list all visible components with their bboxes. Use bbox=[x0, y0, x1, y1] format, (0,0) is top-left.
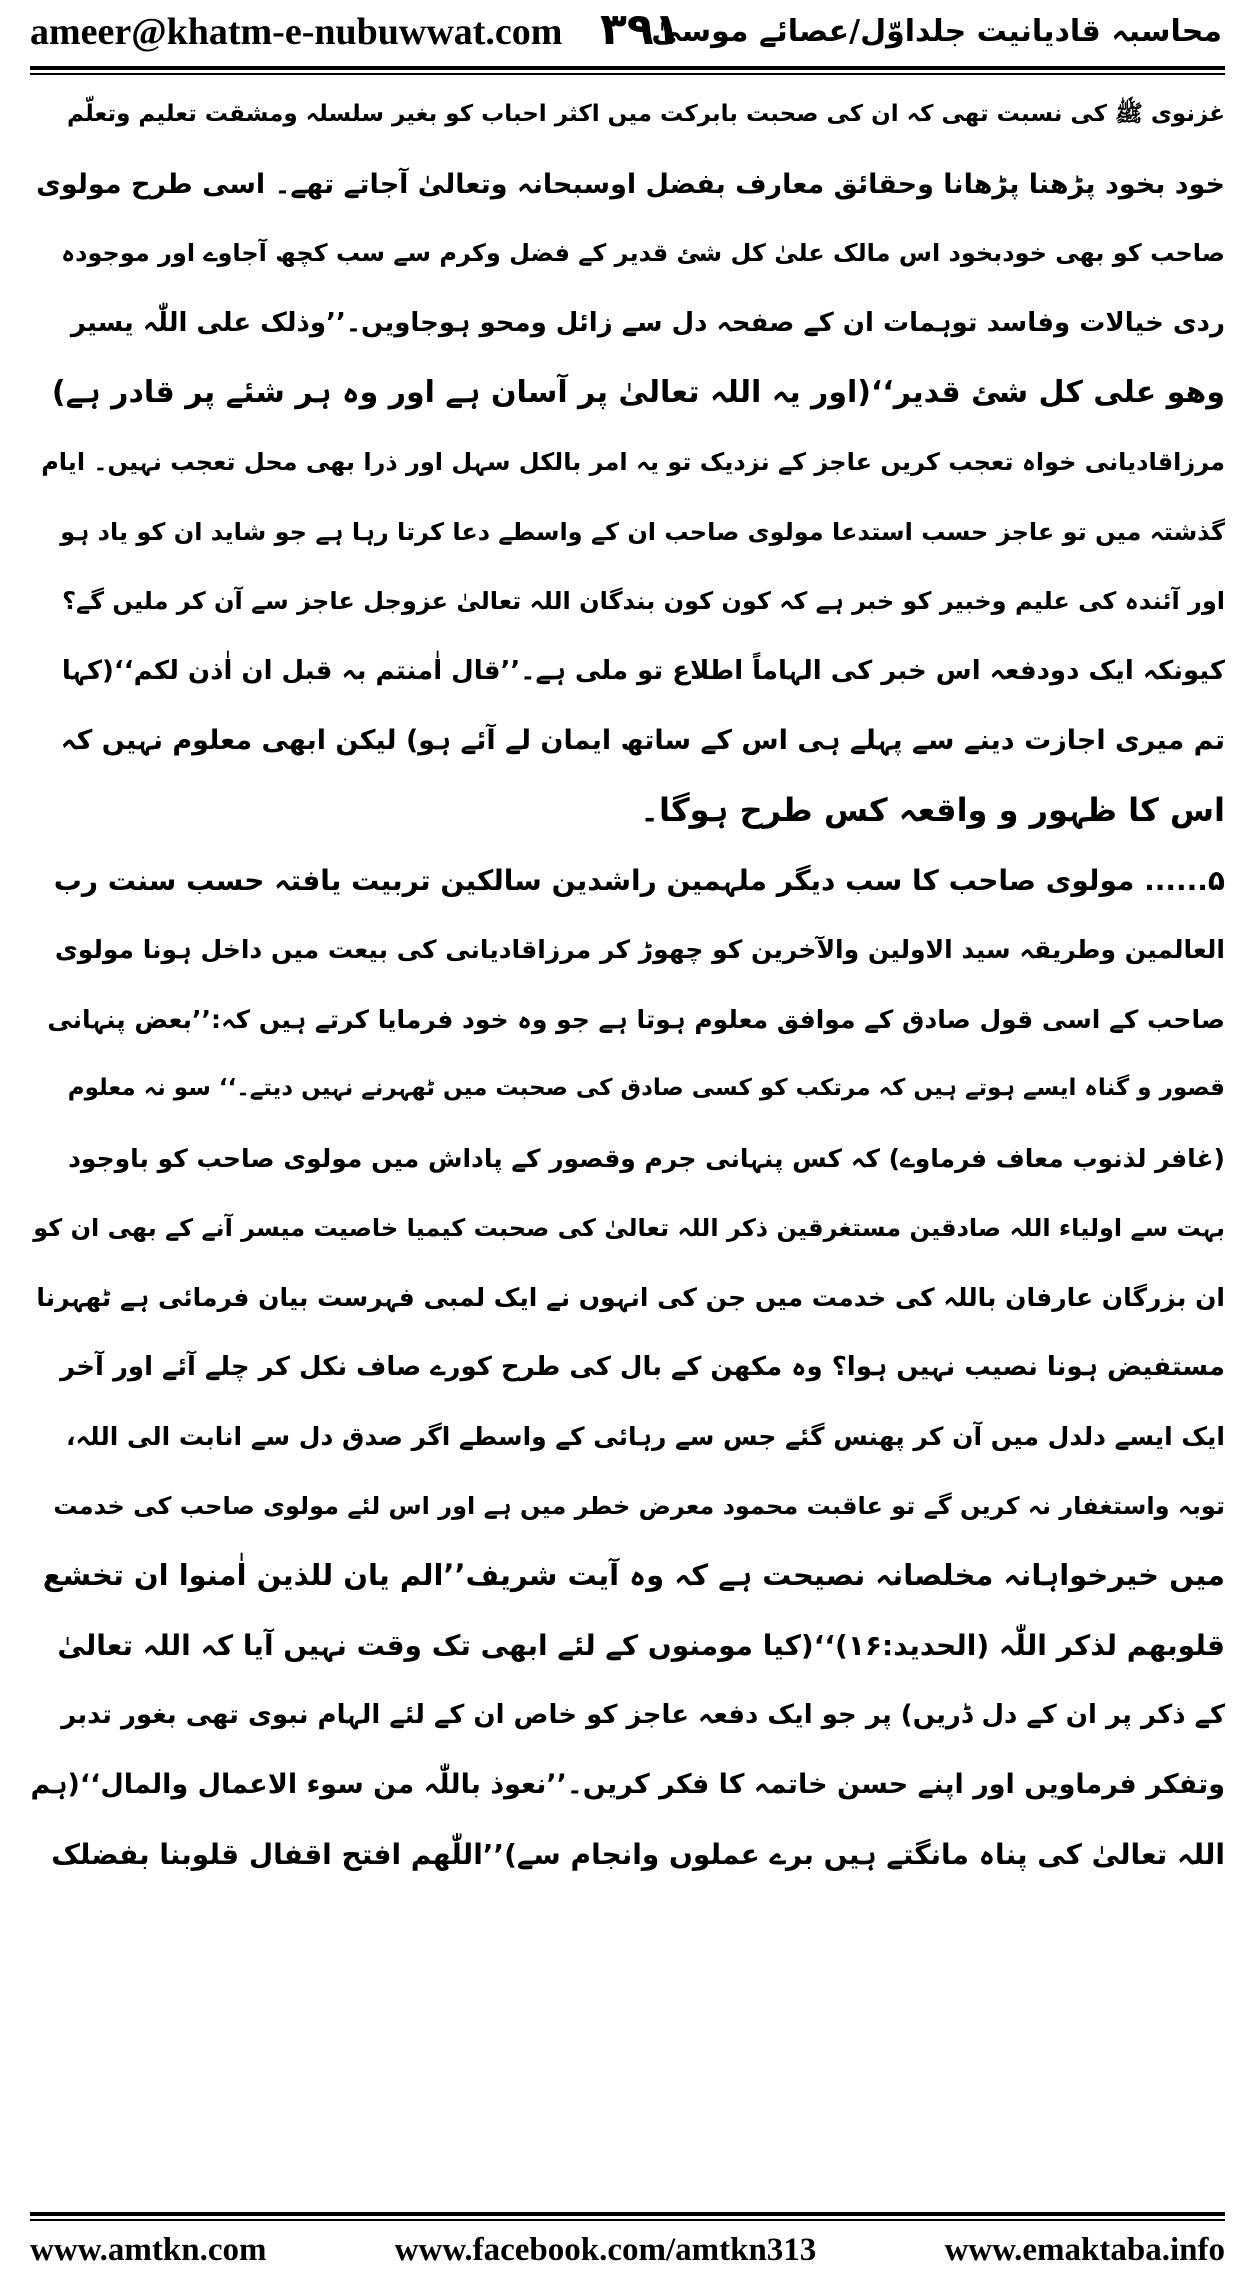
text-line: العالمین وطریقہ سید الاولین والآخرین کو چھوڑ کر مرزاقادیانی کی بیعت میں داخل ہونا مولوی bbox=[54, 935, 1225, 965]
text-line: میں خیرخواہانہ مخلصانہ نصیحت ہے کہ وہ آیت شریف’’الم یان للذین اٰمنوا ان تخشع bbox=[42, 1558, 1225, 1593]
text-line: وتفکر فرماویں اور اپنے حسن خاتمہ کا فکر کریں۔’’نعوذ باللّٰہ من سوء الاعمال والمال‘‘(ہم bbox=[30, 1769, 1225, 1801]
text-line: مستفیض ہونا نصیب نہیں ہوا؟ وہ مکھن کے بال کی طرح کورے صاف نکل کر چلے آئے اور آخر bbox=[60, 1351, 1225, 1382]
text-line: (غافر لذنوب معاف فرماوے) کہ کس پنہانی جرم وقصور کے پاداش میں مولوی صاحب کو باوجود bbox=[68, 1143, 1225, 1173]
text-line: ۵...... مولوی صاحب کا سب دیگر ملہمین راشدین سالکین تربیت یافتہ حسب سنت رب bbox=[53, 863, 1225, 897]
text-line: ان بزرگان عارفان باللہ کی خدمت میں جن کی انہوں نے ایک لمبی فہرست بیان فرمائی ہے ٹھہرنا bbox=[36, 1283, 1225, 1313]
header-rule-thick bbox=[30, 66, 1225, 70]
text-line: صاحب کو بھی خودبخود اس مالک علیٰ کل شئ قدیر کے فضل وکرم سے سب کچھ آجاوے اور موجودہ bbox=[61, 239, 1225, 268]
page-header bbox=[0, 0, 1252, 74]
text-line: گذشتہ میں تو عاجز حسب استدعا مولوی صاحب ان کے واسطے دعا کرتا رہا ہے جو شاید ان کو یاد ہو bbox=[60, 517, 1225, 546]
text-line: وھو علی کل شئ قدیر‘‘(اور یہ اللہ تعالیٰ پر آسان ہے اور وہ ہر شئے پر قادر ہے) bbox=[51, 375, 1225, 411]
page-number: ۳۹۱ bbox=[600, 4, 681, 55]
text-line: اس کا ظہور و واقعہ کس طرح ہوگا۔ bbox=[640, 790, 1225, 829]
text-line: توبہ واستغفار نہ کریں گے تو عاقبت محمود معرض خطر میں ہے اور اس لئے مولوی صاحب کی خدمت bbox=[53, 1491, 1225, 1520]
footer-rule-thick bbox=[30, 2212, 1225, 2216]
text-line: اور آئندہ کی علیم وخبیر کو خبر ہے کہ کون کون بندگان اللہ تعالیٰ عزوجل عاجز سے آن کر ملیں گے؟ bbox=[62, 587, 1225, 616]
footer-rule-thin bbox=[30, 2219, 1225, 2221]
text-line: اللہ تعالیٰ کی پناہ مانگتے ہیں برے عملوں وانجام سے)’’اللّٰھم افتح اقفال قلوبنا بفضلک bbox=[51, 1837, 1225, 1871]
footer-site-amtkn: www.amtkn.com bbox=[30, 2231, 267, 2268]
body-text bbox=[28, 80, 1225, 2170]
text-line: غزنوی ﷺ کی نسبت تھی کہ ان کی صحبت بابرکت میں اکثر احباب کو بغیر سلسلہ ومشقت تعلیم وتعلّم bbox=[67, 101, 1225, 127]
text-line: بہت سے اولیاء اللہ صادقین مستغرقین ذکر اللہ تعالیٰ کی صحبت کیمیا خاصیت میسر آنے کے بھی ان کو bbox=[33, 1213, 1225, 1242]
text-line: ردی خیالات وفاسد توہمات ان کے صفحہ دل سے زائل ومحو ہوجاویں۔’’وذلک علی اللّٰہ یسیر bbox=[70, 307, 1225, 338]
text-line: قصور و گناہ ایسے ہوتے ہیں کہ مرتکب کو کسی صادق کی صحبت میں ٹھہرنے نہیں دیتے۔‘‘ سو نہ معلوم bbox=[67, 1075, 1225, 1102]
text-line: خود بخود پڑھنا پڑھانا وحقائق معارف بفضل اوسبحانہ وتعالیٰ آجاتے تھے۔ اسی طرح مولوی bbox=[36, 168, 1225, 200]
text-line: ایک ایسے دلدل میں آن کر پھنس گئے جس سے رہائی کے واسطے اگر صدق دل سے انابت الی اللہ، bbox=[65, 1422, 1225, 1452]
text-line: قلوبھم لذکر اللّٰہ (الحدید:۱۶)‘‘(کیا مومنوں کے لئے ابھی تک وقت نہیں آیا کہ اللہ تعالیٰ bbox=[57, 1629, 1225, 1663]
text-line: کیونکہ ایک دودفعہ اس خبر کی الہاماً اطلاع تو ملی ہے۔’’قال اٰمنتم بہ قبل ان اٰذن لکم‘‘(کہا bbox=[61, 655, 1225, 686]
text-line: صاحب کے اسی قول صادق کے موافق معلوم ہوتا ہے جو وہ خود فرمایا کرتے ہیں کہ:’’بعض پنہانی bbox=[47, 1004, 1225, 1034]
text-line: مرزاقادیانی خواہ تعجب کریں عاجز کے نزدیک تو یہ امر بالکل سہل اور ذرا بھی محل تعجب نہیں۔ ایام bbox=[41, 447, 1225, 476]
header-rule-thin bbox=[30, 73, 1225, 75]
footer-site-emaktaba: www.emaktaba.info bbox=[944, 2231, 1225, 2268]
page-footer bbox=[30, 2225, 1225, 2275]
header-email: ameer@khatm-e-nubuwwat.com bbox=[30, 11, 563, 53]
book-title: محاسبہ قادیانیت جلداوّل/عصائے موسیٰ bbox=[651, 14, 1222, 49]
footer-site-facebook: www.facebook.com/amtkn313 bbox=[394, 2231, 817, 2268]
text-line: کے ذکر پر ان کے دل ڈریں) پر جو ایک دفعہ عاجز کو خاص ان کے لئے الہام نبوی تھی بغور تدبر bbox=[61, 1699, 1225, 1730]
text-line: تم میری اجازت دینے سے پہلے ہی اس کے ساتھ ایمان لے آئے ہو) لیکن ابھی معلوم نہیں کہ bbox=[60, 725, 1225, 757]
